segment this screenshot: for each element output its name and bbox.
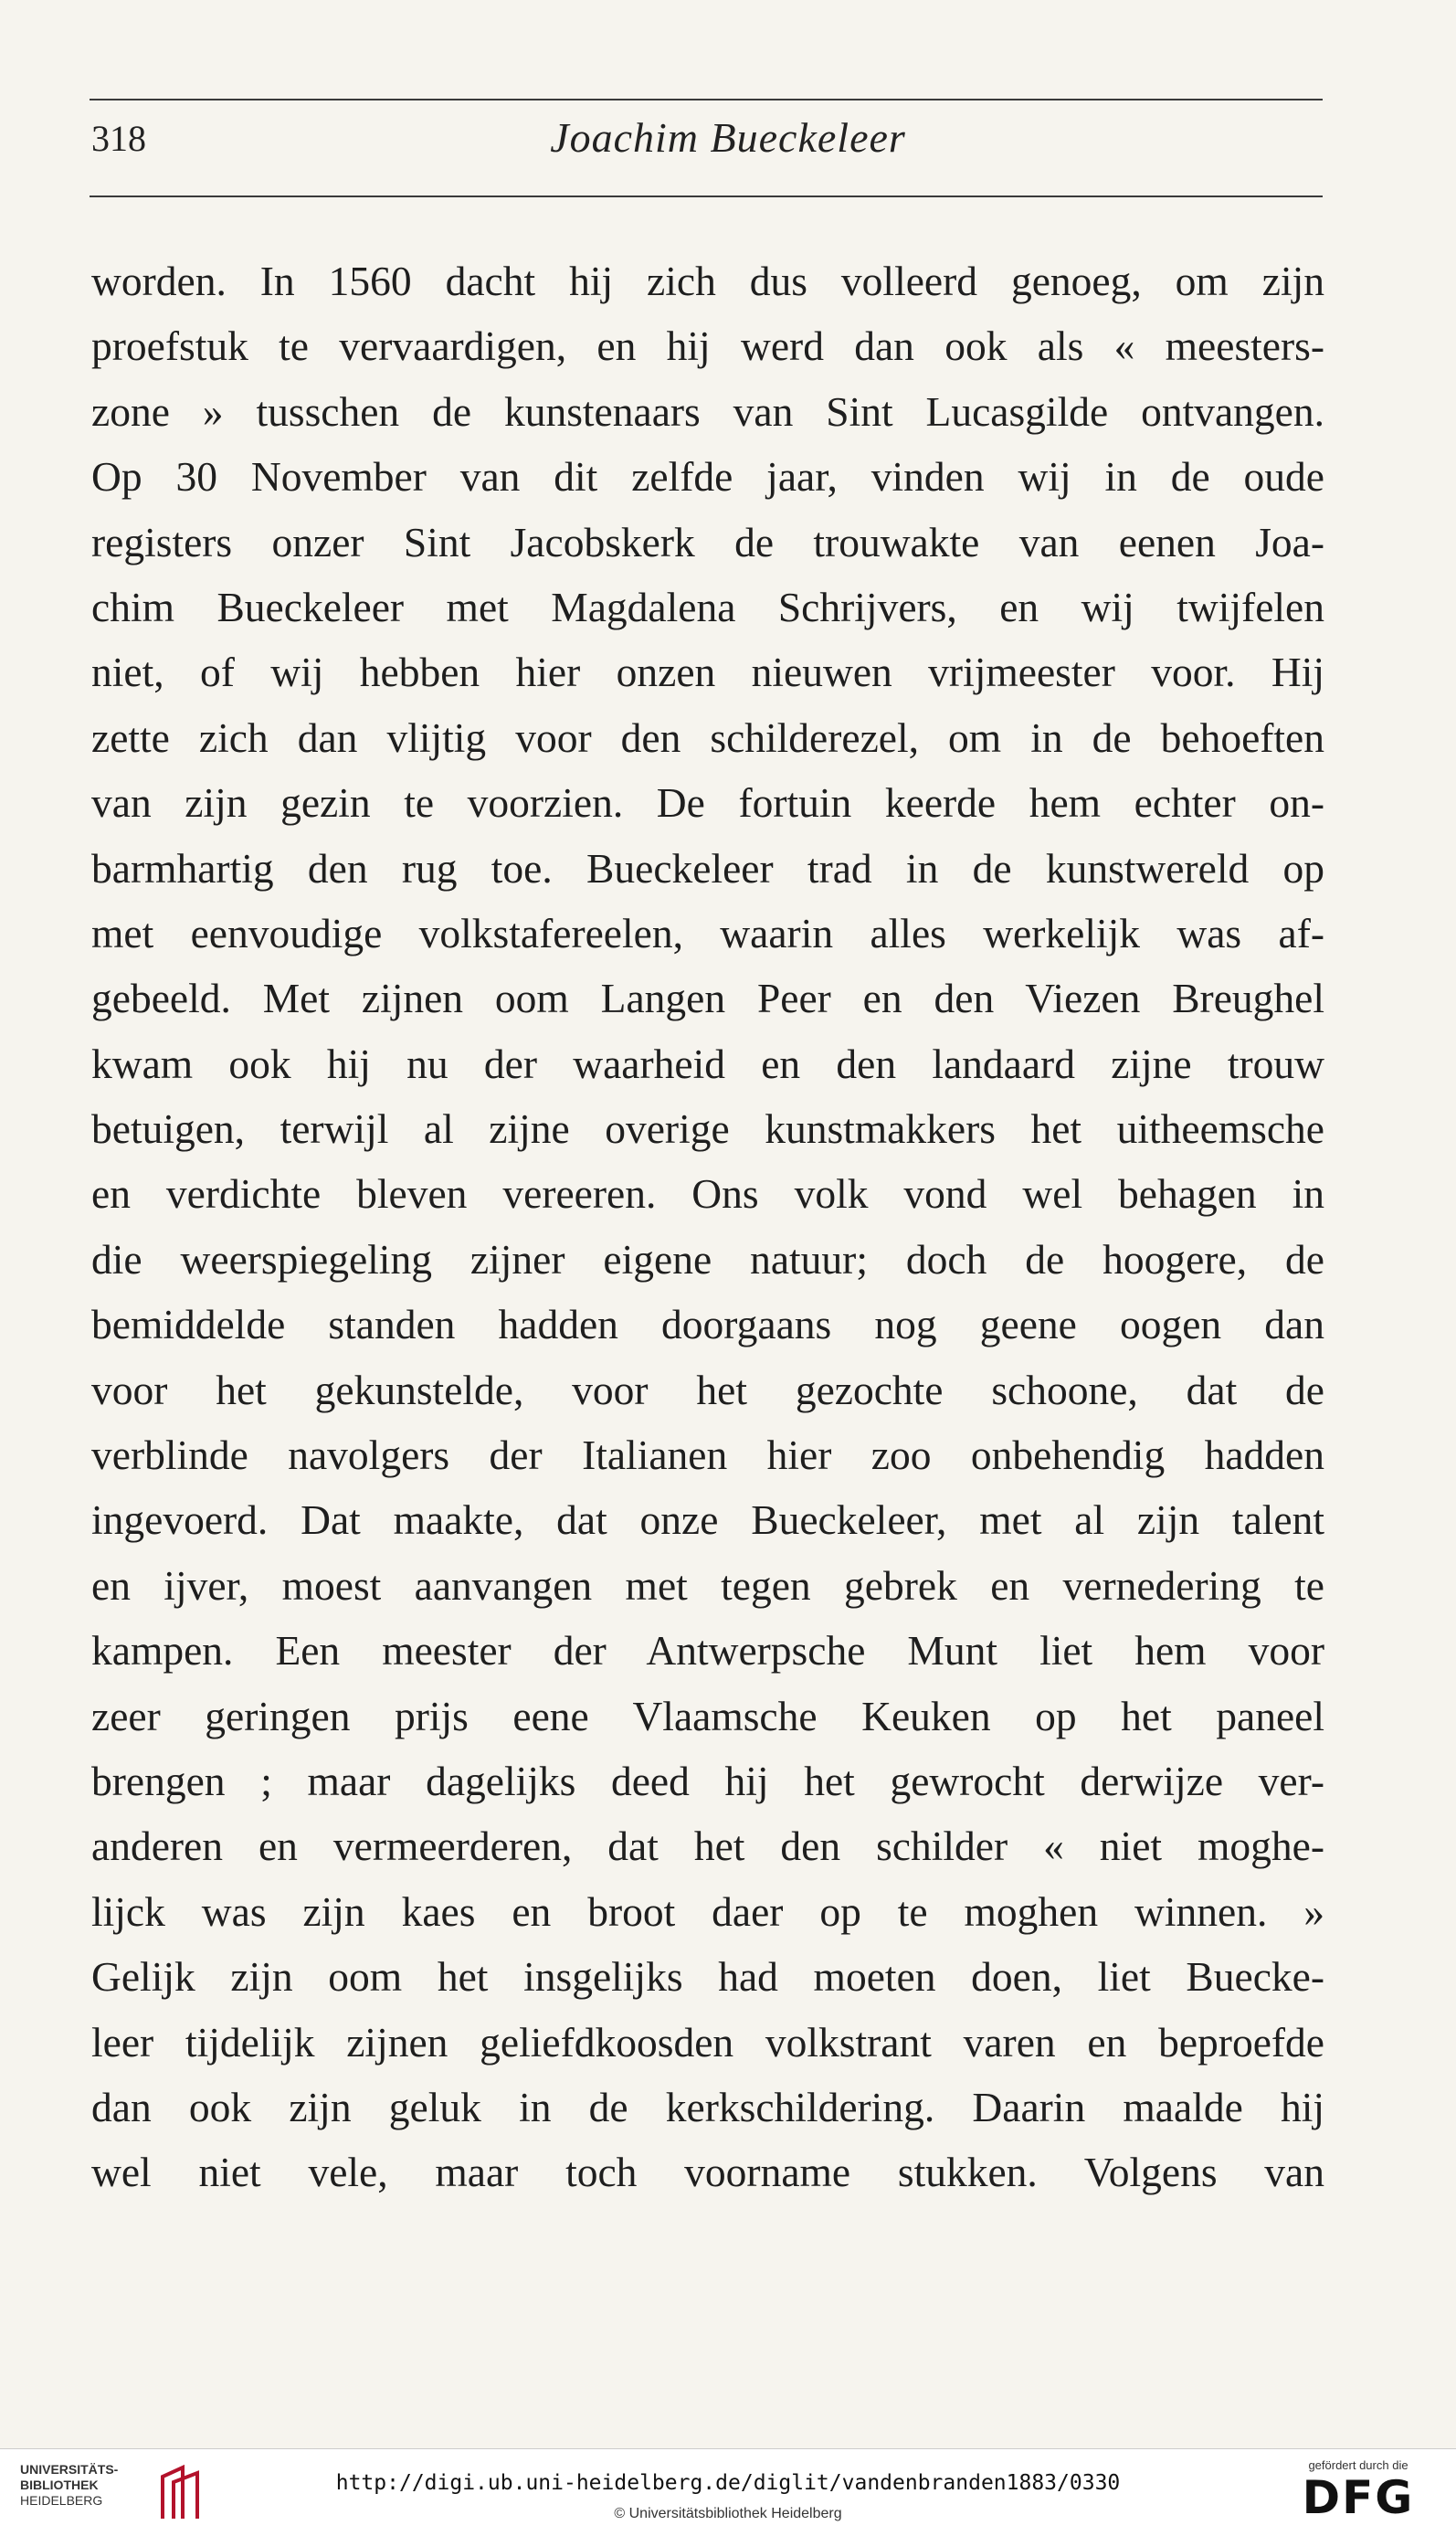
text-line: voor het gekunstelde, voor het gezochte schoone, dat de bbox=[91, 1366, 1324, 1413]
text-line: en ijver, moest aanvangen met tegen gebrek en vernedering te bbox=[91, 1561, 1324, 1609]
page-number: 318 bbox=[91, 118, 146, 159]
text-line: en verdichte bleven vereeren. Ons volk vond wel behagen in bbox=[91, 1170, 1324, 1218]
library-name-line1: UNIVERSITÄTS- bbox=[20, 2462, 119, 2477]
library-name-line2: BIBLIOTHEK bbox=[20, 2478, 99, 2492]
text-line: Op 30 November van dit zelfde jaar, vinden wij in de oude bbox=[91, 453, 1324, 501]
text-line: met eenvoudige volkstafereelen, waarin alles werkelijk was af- bbox=[91, 909, 1324, 956]
text-line: bemiddelde standen hadden doorgaans nog geene oogen dan bbox=[91, 1301, 1324, 1348]
text-line: registers onzer Sint Jacobskerk de trouwakte van eenen Joa- bbox=[91, 518, 1324, 565]
header-rule-top bbox=[90, 99, 1323, 100]
text-line: betuigen, terwijl al zijne overige kunstmakkers het uitheemsche bbox=[91, 1105, 1324, 1153]
text-line: zeer geringen prijs eene Vlaamsche Keuken op het paneel bbox=[91, 1692, 1324, 1739]
text-line: barmhartig den rug toe. Bueckeleer trad in de kunstwereld op bbox=[91, 844, 1324, 892]
text-line: Gelijk zijn oom het insgelijks had moeten doen, liet Buecke- bbox=[91, 1953, 1324, 2001]
copyright-notice: © Universitätsbibliothek Heidelberg bbox=[614, 2506, 842, 2521]
running-title: Joachim Bueckeleer bbox=[550, 114, 906, 161]
text-line: zette zich dan vlijtig voor den schilderezel, om in de behoeften bbox=[91, 713, 1324, 761]
text-line: leer tijdelijk zijnen geliefdkoosden volkstrant varen en beproefde bbox=[91, 2018, 1324, 2066]
body-text bbox=[91, 248, 1324, 2205]
funder-name: DFG bbox=[1302, 2471, 1415, 2524]
text-line: ingevoerd. Dat maakte, dat onze Bueckeleer, met al zijn talent bbox=[91, 1496, 1324, 1544]
funding-note: gefördert durch die bbox=[1308, 2458, 1409, 2472]
text-line: anderen en vermeerderen, dat het den schilder « niet moghe- bbox=[91, 1823, 1324, 1870]
text-line: brengen ; maar dagelijks deed hij het gewrocht derwijze ver- bbox=[91, 1757, 1324, 1804]
library-name-line3: HEIDELBERG bbox=[20, 2493, 103, 2508]
text-line: worden. In 1560 dacht hij zich dus volleerd genoeg, om zijn bbox=[91, 258, 1324, 304]
text-line: proefstuk te vervaardigen, en hij werd dan ook als « meesters- bbox=[91, 322, 1324, 370]
page-url-link[interactable]: http://digi.ub.uni-heidelberg.de/diglit/vandenbranden1883/0330 bbox=[335, 2471, 1121, 2495]
text-line: die weerspiegeling zijner eigene natuur; doch de hoogere, de bbox=[91, 1235, 1324, 1283]
text-line: lijck was zijn kaes en broot daer op te moghen winnen. » bbox=[91, 1887, 1324, 1935]
text-line: verblinde navolgers der Italianen hier zoo onbehendig hadden bbox=[91, 1432, 1324, 1479]
text-line: kampen. Een meester der Antwerpsche Munt liet hem voor bbox=[91, 1627, 1324, 1675]
text-line: van zijn gezin te voorzien. De fortuin keerde hem echter on- bbox=[91, 779, 1324, 827]
text-line: dan ook zijn geluk in de kerkschildering. Daarin maalde hij bbox=[91, 2083, 1324, 2130]
text-line: chim Bueckeleer met Magdalena Schrijvers, en wij twijfelen bbox=[91, 583, 1324, 630]
text-line: gebeeld. Met zijnen oom Langen Peer en den Viezen Breughel bbox=[91, 975, 1324, 1022]
text-line: zone » tusschen de kunstenaars van Sint Lucasgilde ontvangen. bbox=[91, 387, 1324, 435]
header-rule-bottom bbox=[90, 195, 1323, 197]
dfg-logo[interactable] bbox=[1290, 2458, 1427, 2531]
text-line: wel niet vele, maar toch voorname stukken. Volgens van bbox=[91, 2149, 1324, 2196]
text-line: niet, of wij hebben hier onzen nieuwen vrijmeester voor. Hij bbox=[91, 649, 1324, 696]
text-line: kwam ook hij nu der waarheid en den landaard zijne trouw bbox=[91, 1040, 1324, 1087]
viewer-footer bbox=[0, 2448, 1456, 2536]
